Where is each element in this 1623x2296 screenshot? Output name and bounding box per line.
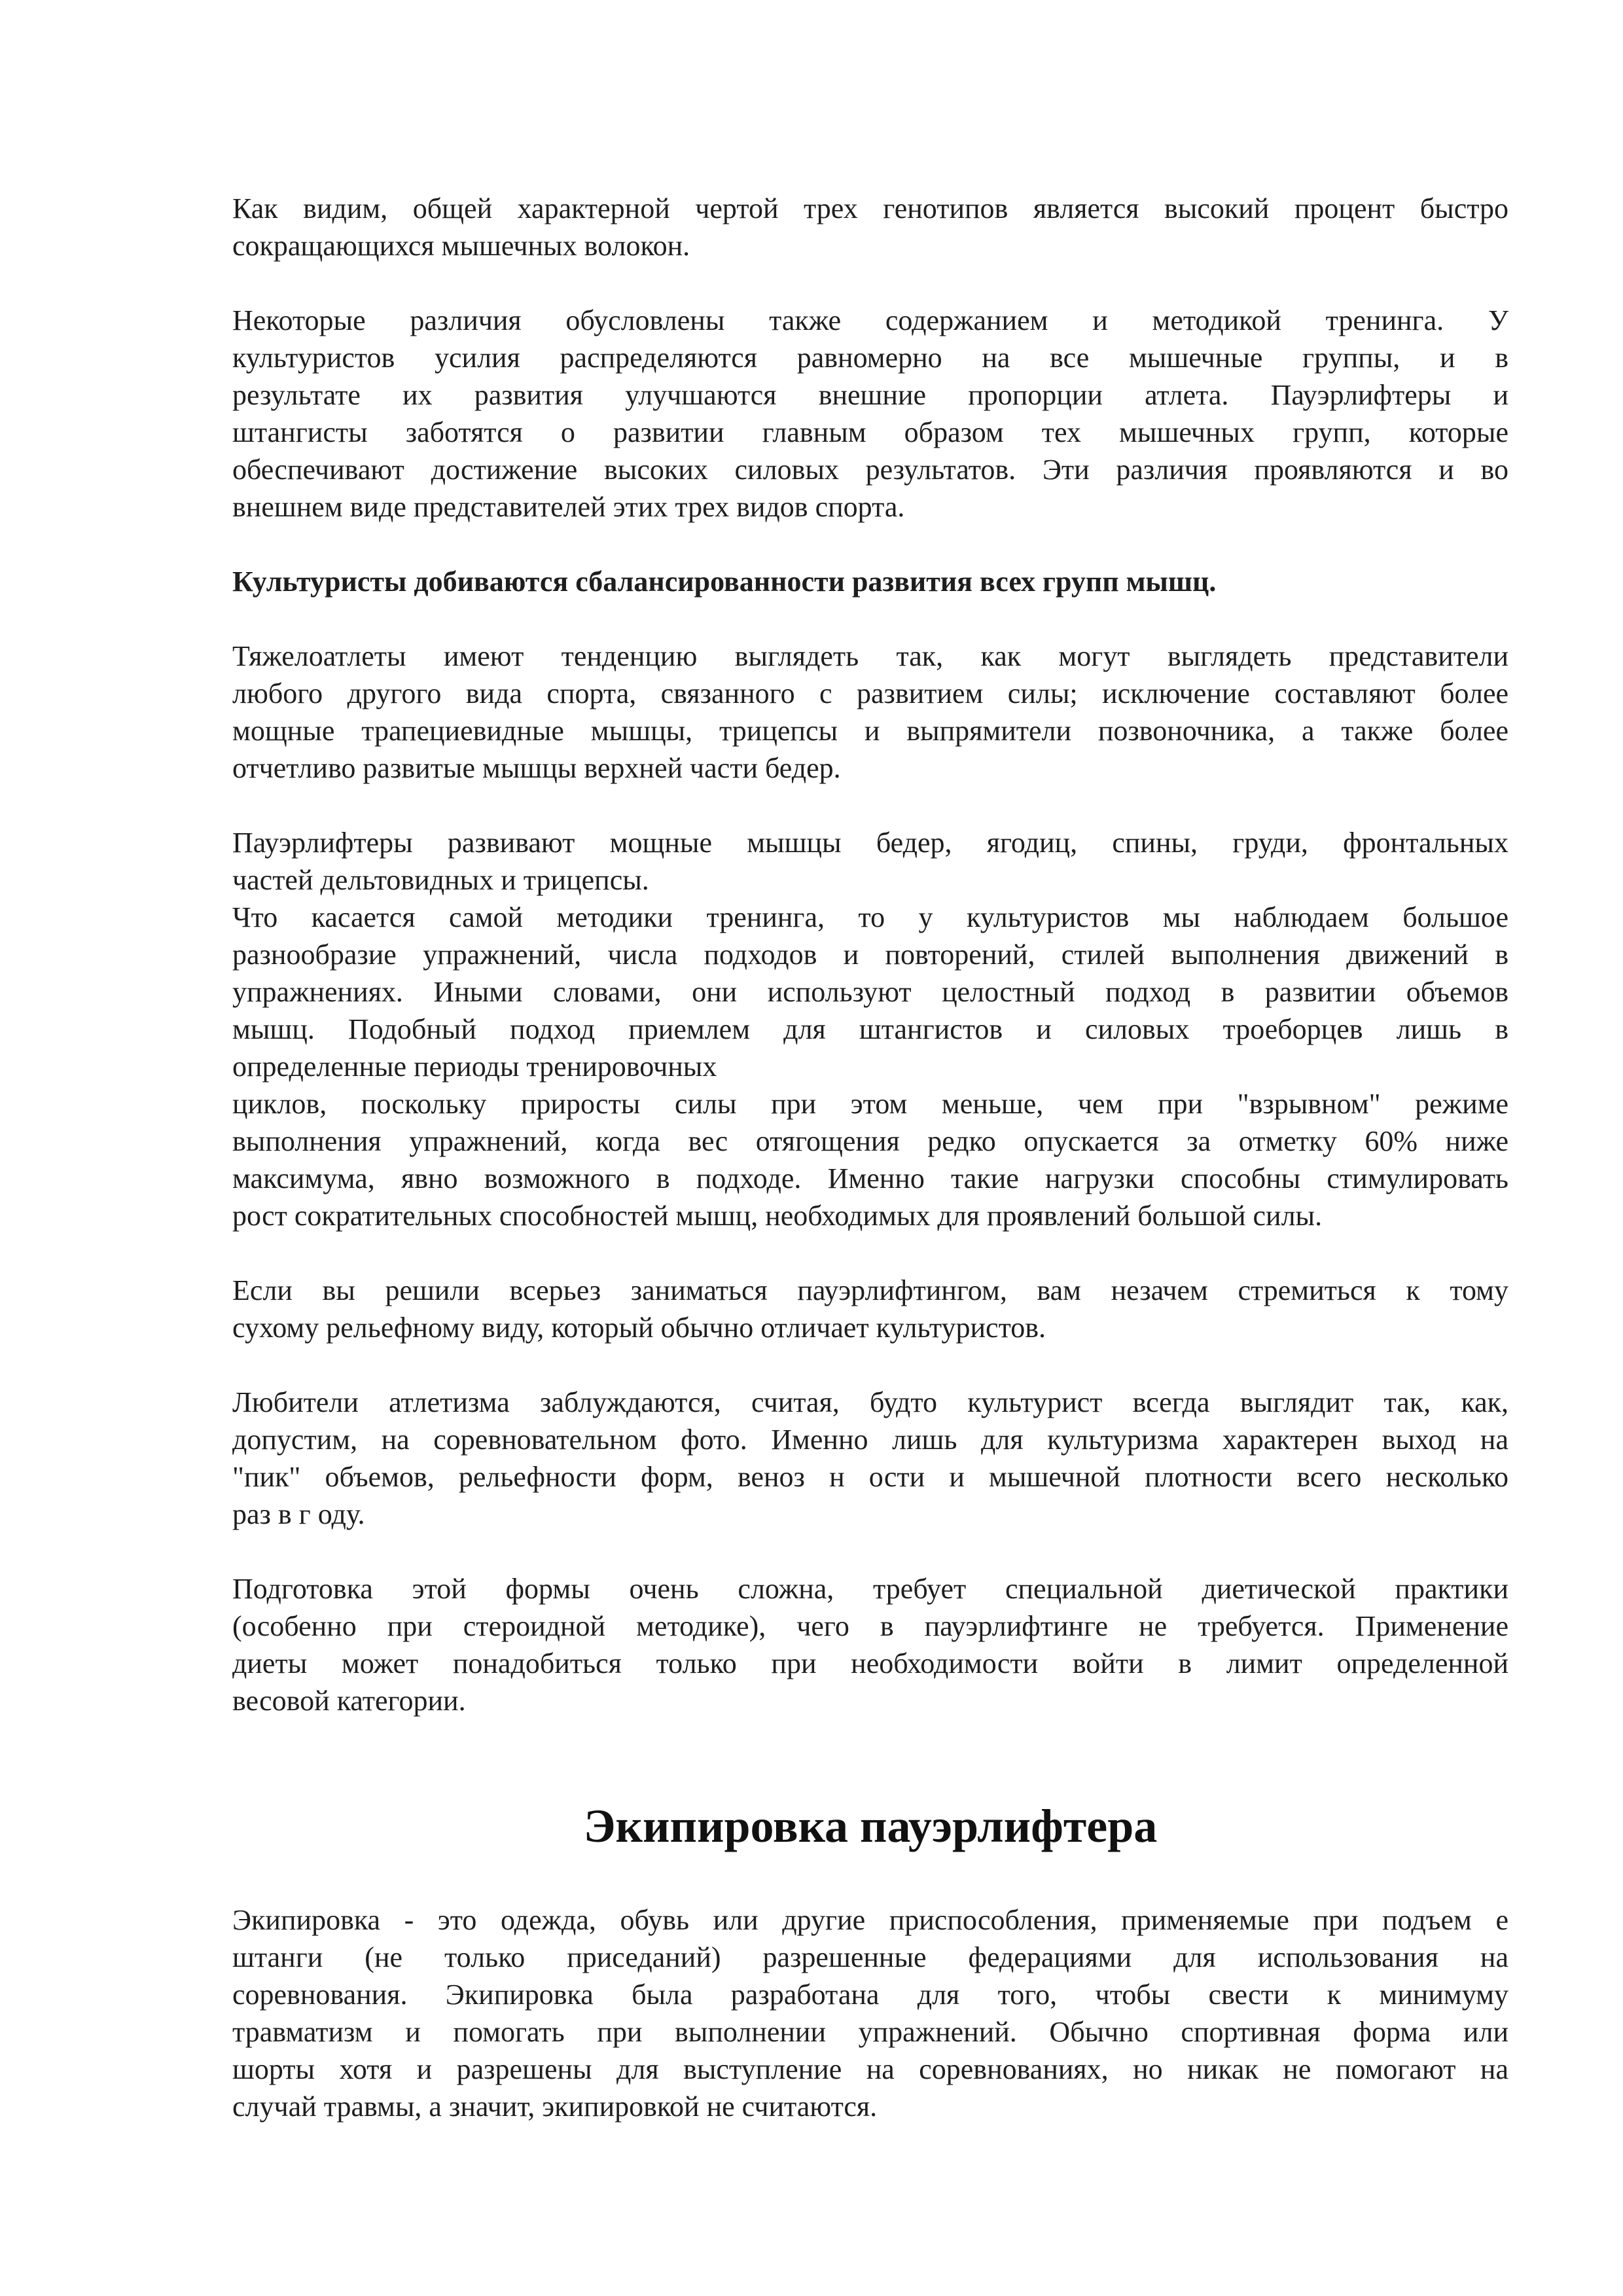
text-line: рост сократительных способностей мышц, необходимых для проявлений большой силы. (232, 1200, 1323, 1232)
paragraph-powerlifters-methods (232, 824, 1508, 1234)
text-line: Тяжелоатлеты имеют тенденцию выглядеть так, как могут выглядеть представители (232, 640, 1508, 672)
text-line: сокращающихся мышечных волокон. (232, 230, 690, 262)
text-line: определенные периоды тренировочных (232, 1050, 717, 1083)
text-line: Культуристы добиваются сбалансированности развития всех групп мышц. (232, 565, 1217, 598)
text-line: отчетливо развитые мышцы верхней части бедер. (232, 752, 841, 784)
paragraph-competition-photo (232, 1384, 1508, 1533)
paragraph-equipment (232, 1901, 1508, 2125)
text-line: штанги (не только приседаний) разрешенные федерациями для использования на (232, 1941, 1508, 1973)
text-line: Любители атлетизма заблуждаются, считая, будто культурист всегда выглядит так, как, (232, 1386, 1508, 1418)
text-line: любого другого вида спорта, связанного с развитием силы; исключение составляют более (232, 677, 1508, 709)
text-line: Экипировка - это одежда, обувь или другие приспособления, применяемые при подъем е (232, 1904, 1508, 1936)
text-line: допустим, на соревновательном фото. Именно лишь для культуризма характерен выход на (232, 1424, 1508, 1456)
text-line: культуристов усилия распределяются равномерно на все мышечные группы, и в (232, 342, 1508, 374)
text-line: сухому рельефному виду, который обычно отличает культуристов. (232, 1312, 1046, 1344)
text-line: внешнем виде представителей этих трех видов спорта. (232, 491, 905, 523)
text-line: Как видим, общей характерной чертой трех генотипов является высокий процент быстро (232, 192, 1508, 224)
text-line: диеты может понадобиться только при необходимости войти в лимит определенной (232, 1647, 1508, 1679)
paragraph-bodybuilders-bold (232, 563, 1508, 600)
text-line: весовой категории. (232, 1685, 466, 1717)
text-line: результате их развития улучшаются внешние пропорции атлета. Пауэрлифтеры и (232, 379, 1508, 411)
paragraph-diet (232, 1570, 1508, 1719)
paragraph-genotypes (232, 190, 1508, 264)
paragraph-dry-look (232, 1272, 1508, 1346)
text-line: мышц. Подобный подход приемлем для штангистов и силовых троеборцев лишь в (232, 1013, 1508, 1045)
text-line: частей дельтовидных и трицепсы. (232, 864, 649, 896)
document-page (232, 190, 1508, 2125)
text-line: мощные трапециевидные мышцы, трицепсы и выпрямители позвоночника, а также более (232, 715, 1508, 747)
text-line: соревнования. Экипировка была разработана для того, чтобы свести к минимуму (232, 1979, 1508, 2011)
text-line: Что касается самой методики тренинга, то у культуристов мы наблюдаем большое (232, 901, 1508, 933)
text-line: Подготовка этой формы очень сложна, требует специальной диетической практики (232, 1573, 1508, 1605)
text-line: Пауэрлифтеры развивают мощные мышцы бедер, ягодиц, спины, груди, фронтальных (232, 827, 1508, 859)
text-line: штангисты заботятся о развитии главным образом тех мышечных групп, которые (232, 416, 1508, 448)
paragraph-weightlifters (232, 637, 1508, 787)
text-line: (особенно при стероидной методике), чего в пауэрлифтинге не требуется. Применение (232, 1610, 1508, 1642)
text-line: случай травмы, а значит, экипировкой не считаются. (232, 2090, 878, 2123)
text-line: циклов, поскольку приросты силы при этом меньше, чем при "взрывном" режиме (232, 1088, 1508, 1120)
paragraph-training-differences (232, 302, 1508, 526)
text-line: "пик" объемов, рельефности форм, веноз н ости и мышечной плотности всего несколько (232, 1461, 1508, 1493)
text-line: выполнения упражнений, когда вес отягощения редко опускается за отметку 60% ниже (232, 1125, 1508, 1157)
text-line: обеспечивают достижение высоких силовых результатов. Эти различия проявляются и во (232, 454, 1508, 486)
text-line: упражнениях. Иными словами, они используют целостный подход в развитии объемов (232, 976, 1508, 1008)
text-line: раз в г оду. (232, 1498, 365, 1530)
text-line: травматизм и помогать при выполнении упражнений. Обычно спортивная форма или (232, 2016, 1508, 2048)
section-heading: Экипировка пауэрлифтера (583, 1800, 1158, 1852)
text-line: шорты хотя и разрешены для выступление на соревнованиях, но никак не помогают на (232, 2053, 1508, 2085)
text-line: Некоторые различия обусловлены также содержанием и методикой тренинга. У (232, 304, 1508, 336)
text-line: разнообразие упражнений, числа подходов и повторений, стилей выполнения движений в (232, 939, 1508, 971)
text-line: максимума, явно возможного в подходе. Именно такие нагрузки способны стимулировать (232, 1162, 1508, 1194)
text-line: Если вы решили всерьез заниматься пауэрлифтингом, вам незачем стремиться к тому (232, 1274, 1508, 1306)
